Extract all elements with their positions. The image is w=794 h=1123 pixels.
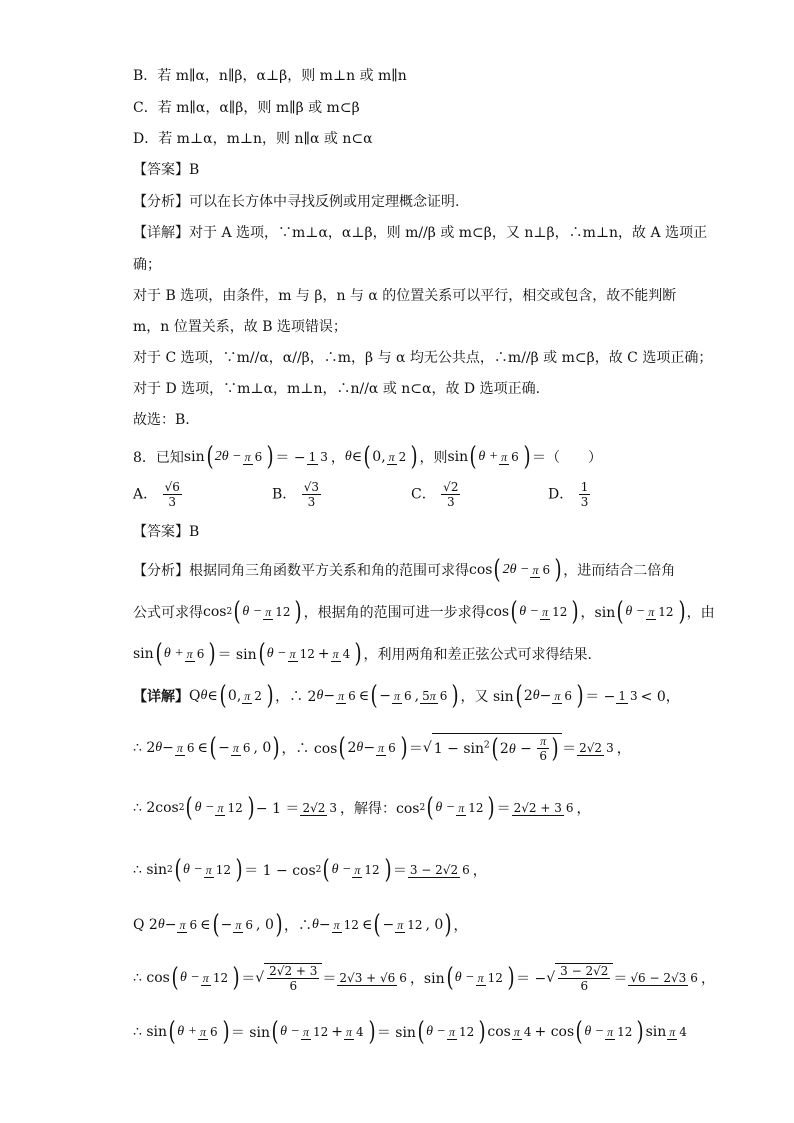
detail-8-line-2: ∴ 2 θ − π 6 ∈ ( − π 6 , 0 ) ，∴ cos ( 2 θ − π 6 ) ＝ √ $1 - \sin^2$( 2θ − $\frac{\pi}{6}$ ) ＝ 2√2 3 ， (133, 733, 631, 764)
question-8-then: ，则 (419, 450, 448, 466)
choice-b: B． $\frac{√3}{3}$ (272, 480, 320, 509)
analysis-7: 【分析】可以在长方体中寻找反例或用定理概念证明. (133, 194, 460, 210)
question-8: 8．已知 sin ( 2θ − π 6 ) ＝ − 1 3 ， θ ∈ ( 0, π 2 ) ，则 sin ( θ + π 6 ) ＝（ ） (133, 442, 602, 472)
option-d: D．若 m⊥α，m⊥n，则 n∥α 或 n⊂α (133, 131, 373, 147)
answer-7: 【答案】B (133, 162, 200, 178)
detail-7-line-3: 对于 B 选项，由条件，m 与 β，n 与 α 的位置关系可以平行，相交或包含，故不能判断 (133, 288, 677, 304)
detail-7-line-4: m，n 位置关系，故 B 选项错误； (133, 319, 347, 335)
detail-8-line-4: ∴ sin 2 ( θ − π 12 ) ＝ 1 − cos 2 ( θ − π 12 ) ＝ 3 − 2√2 6 ， (133, 855, 487, 885)
detail-7-line-7: 故选：B. (133, 412, 190, 428)
question-8-blank: ＝（ ） (531, 450, 602, 466)
answer-8: 【答案】B (133, 524, 200, 540)
detail-7-line-1: 【详解】对于 A 选项，∵m⊥α，α⊥β，则 m//β 或 m⊂β，又 n⊥β，∴m⊥n，故 A 选项正 (133, 225, 708, 241)
detail-7-line-2: 确； (133, 257, 161, 273)
analysis-8-line-3: sin ( θ + π 6 ) ＝ sin ( θ − π 12 + π 4 ) ，利用两角和差正弦公式可求得结果. (133, 639, 592, 669)
analysis-8-line-1: 【分析】根据同角三角函数平方关系和角的范围可求得 cos ( 2θ − π 6 ) ，进而结合二倍角 (133, 555, 676, 585)
choice-c: C． $\frac{√2}{3}$ (411, 480, 459, 509)
option-b: B．若 m∥α，n∥β，α⊥β，则 m⊥n 或 m∥n (133, 68, 407, 84)
question-8-number: 8．已知 (133, 450, 184, 466)
detail-8-line-1: 【详解】 Q θ ∈ ( 0, π 2 ) ，∴ 2 θ − π 6 ∈ ( − π 6 , 5π 6 ) ，又 sin ( 2 θ − π 6 ) ＝ − 1 3 < 0， (133, 681, 680, 711)
analysis-8-line-2: 公式可求得 cos 2 ( θ − π 12 ) ，根据角的范围可进一步求得 cos ( θ − π 12 ) ，sin ( θ − π 12 ) ，由 (133, 597, 715, 627)
detail-8-line-3: ∴ 2cos 2 ( θ − π 12 ) − 1 ＝ 2√2 3 ，解得：cos 2 ( θ − π 12 ) ＝ 2√2 + 3 6 ， (133, 793, 591, 823)
choice-a: A． $\frac{√6}{3}$ (133, 480, 180, 509)
detail-8-line-5: Q 2 θ − π 6 ∈ ( − π 6 , 0 ) ，∴ θ − π 12 ∈ ( − π 12 , 0 ) ， (133, 910, 468, 940)
choice-d: D． $\frac{1}{3}$ (548, 480, 589, 509)
detail-7-line-6: 对于 D 选项，∵m⊥α，m⊥n，∴n//α 或 n⊂α，故 D 选项正确. (133, 381, 541, 397)
detail-8-line-7: ∴ sin ( θ + π 6 ) ＝ sin ( θ − π 12 + π 4 ) ＝ sin ( θ − π 12 ) cos π 4 + cos ( θ − π 12 ) sin π 4 (133, 1017, 687, 1047)
detail-7-line-5: 对于 C 选项，∵m//α，α//β，∴m，β 与 α 均无公共点，∴m//β 或 m⊂β，故 C 选项正确； (133, 350, 713, 366)
detail-8-line-6: ∴ cos ( θ − π 12 ) ＝ √ $\frac{2√2 + 3}{6}$ ＝ 2√3 + √6 6 ，sin ( θ − π 12 ) ＝ − √ $\frac{3 - 2√2}{6}$ ＝ √6 − 2√3 6 ， (133, 963, 715, 993)
option-c: C．若 m∥α，α∥β，则 m∥β 或 m⊂β (133, 100, 360, 116)
